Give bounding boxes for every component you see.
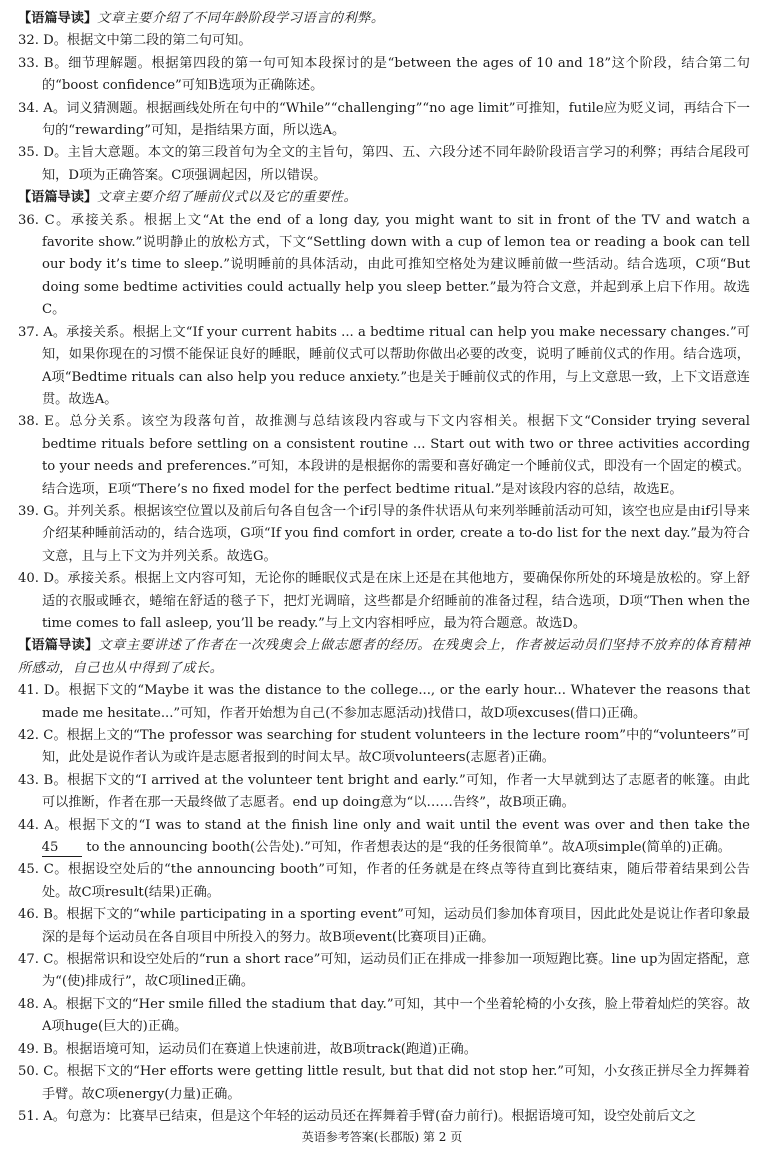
answer-item: 38. E。总分关系。该空为段落句首，故推测与总结该段内容或与下文内容相关。根据下文“Consider trying several bedtime rituals before settling on a consistent routine ... Start out with two or three activities according to your needs and preferences.”可知，本段讲的是根据你的需要和喜好确定一个睡前仪式，即没有一个固定的模式。结合选项，E项“There’s no fixed model for the perfect bedtime ritual.”是对该段内容的总结，故选E。 (18, 414, 750, 497)
answer-item: 35. D。主旨大意题。本文的第三段首句为全文的主旨句，第四、五、六段分述不同年龄阶段语言学习的利弊；再结合尾段可知，D项为正确答案。C项强调起因，所以错误。 (18, 145, 750, 183)
answer-item (18, 815, 750, 860)
passage-intro (18, 8, 750, 30)
answer-item: 36. C。承接关系。根据上文“At the end of a long day, you might want to sit in front of the TV and watch a favorite show.”说明静止的放松方式，下文“Settling down with a cup of lemon tea or reading a book can tell our body it’s time to sleep.”说明睡前的具体活动，由此可推知空格处为建议睡前做一些活动。结合选项，C项“But doing some bedtime activities could actually help you sleep better.”最为符合文意，并起到承上启下作用。故选C。 (18, 212, 750, 318)
intro-text: 文章主要讲述了作者在一次残奥会上做志愿者的经历。在残奥会上，作者被运动员们坚持不放弃的体育精神所感动，自己也从中得到了成长。 (18, 638, 751, 676)
answer-item: 41. D。根据下文的“Maybe it was the distance to the college..., or the early hour... Whatever the reasons that made me hesitate...”可知，作者开始想为自己(不参加志愿活动)找借口，故D项excuses(借口)正确。 (18, 683, 750, 721)
answer-text-pre: 44. A。根据下文的“I was to stand at the finish line only and wait until the event was over and then take the (18, 817, 750, 833)
intro-text: 文章主要介绍了不同年龄阶段学习语言的利弊。 (97, 11, 385, 26)
answer-item: 37. A。承接关系。根据上文“If your current habits ... a bedtime ritual can help you make necessary changes.”可知，如果你现在的习惯不能保证良好的睡眠，睡前仪式可以帮助你做出必要的改变，说明了睡前仪式的作用。结合选项，A项“Bedtime rituals can also help you reduce anxiety.”也是关于睡前仪式的作用，与上文意思一致，上下文语意连贯。故选A。 (18, 324, 750, 407)
intro-text: 文章主要介绍了睡前仪式以及它的重要性。 (97, 190, 358, 206)
answer-item: 50. C。根据下文的“Her efforts were getting little result, but that did not stop her.”可知，小女孩正拼尽全力挥舞着手臂。故C项energy(力量)正确。 (18, 1064, 750, 1102)
section-tag: 【语篇导读】 (18, 190, 98, 206)
passage-intro (18, 635, 750, 680)
page-footer: 英语参考答案(长郡版) 第 2 页 (301, 1130, 463, 1144)
answer-content (18, 8, 750, 1128)
section-tag: 【语篇导读】 (18, 638, 99, 654)
answer-item: 45. C。根据设空处后的“the announcing booth”可知，作者的任务就是在终点等待直到比赛结束，随后带着结果到公告处。故C项result(结果)正确。 (18, 862, 750, 900)
answer-item: 32. D。根据文中第二段的第二句可知。 (18, 33, 252, 49)
section-tag: 【语篇导读】 (18, 11, 98, 26)
answer-item: 48. A。根据下文的“Her smile filled the stadium that day.”可知，其中一个坐着轮椅的小女孩，脸上带着灿烂的笑容。故A项huge(巨大的)正确。 (18, 996, 750, 1035)
answer-item: 40. D。承接关系。根据上文内容可知，无论你的睡眠仪式是在床上还是在其他地方，要确保你所处的环境是放松的。穿上舒适的衣服或睡衣，蜷缩在舒适的毯子下，把灯光调暗，这些都是介绍睡前的准备过程，结合选项，D项“Then when the time comes to fall asleep, you’ll be ready.”与上文内容相呼应，最为符合题意。故选D。 (18, 571, 750, 631)
answer-item: 46. B。根据下文的“while participating in a sporting event”可知，运动员们参加体育项目，因此此处是说让作者印象最深的是每个运动员在各自项目中所投入的努力。故B项event(比赛项目)正确。 (18, 907, 750, 945)
answer-item: 42. C。根据上文的“The professor was searching for student volunteers in the lecture room”中的“volunteers”可知，此处是说作者认为或许是志愿者报到的时间太早。故C项volunteers(志愿者)正确。 (18, 728, 750, 766)
answer-item: 34. A。词义猜测题。根据画线处所在句中的“While”“challenging”“no age limit”可推知，futile应为贬义词，再结合下一句的“rewarding”可知，是指结果方面，所以选A。 (18, 100, 750, 139)
blank-number: 45 (42, 840, 82, 857)
answer-item: 39. G。并列关系。根据该空位置以及前后句各自包含一个if引导的条件状语从句来列举睡前活动可知，该空也应是由if引导来介绍某种睡前活动的，结合选项，G项“If you find comfort in order, create a to-do list for the next day.”最为符合文意，且与上下文为并列关系。故选G。 (18, 503, 750, 564)
answer-item: 49. B。根据语境可知，运动员们在赛道上快速前进，故B项track(跑道)正确。 (18, 1041, 477, 1057)
answer-item: 47. C。根据常识和设空处后的“run a short race”可知，运动员们正在排成一排参加一项短跑比赛。line up为固定搭配，意为“(使)排成行”，故C项lined正确。 (18, 952, 750, 990)
answer-item: 43. B。根据下文的“I arrived at the volunteer tent bright and early.”可知，作者一大早就到达了志愿者的帐篷。由此可以推断，作者在那一天最终做了志愿者。end up doing意为“以……告终”，故B项正确。 (18, 772, 750, 811)
passage-intro (18, 187, 750, 209)
answer-text-post: to the announcing booth(公告处).”可知，作者想表达的是“我的任务很简单”。故A项simple(简单的)正确。 (82, 840, 731, 856)
answer-item: 33. B。细节理解题。根据第四段的第一句可知本段探讨的是“between the ages of 10 and 18”这个阶段，结合第二句的“boost confidence”可知B选项为正确陈述。 (18, 55, 750, 94)
answer-item: 51. A。句意为：比赛早已结束，但是这个年轻的运动员还在挥舞着手臂(奋力前行)。根据语境可知，设空处前后文之 (18, 1108, 696, 1124)
